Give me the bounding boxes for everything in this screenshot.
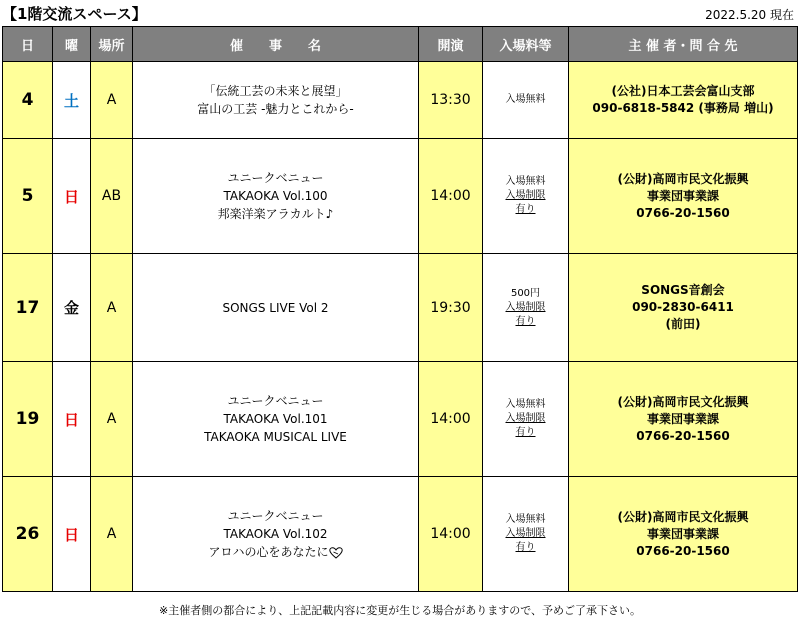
event-cell [133,253,419,362]
fee-line: 入場制限 [505,413,546,425]
table-row [3,62,798,139]
event-line: TAKAOKA MUSICAL LIVE [204,430,347,445]
fee-line: 有り [515,315,536,327]
organizer-line: 0766-20-1560 [636,205,730,220]
organizer-line: (公財)高岡市民文化振興 [617,509,749,524]
place-cell: A [91,477,133,592]
page-title: 【1階交流スペース】 [2,5,147,23]
organizer-cell [569,362,798,477]
place-cell: AB [91,139,133,254]
time-cell: 14:00 [419,362,483,477]
day-cell: 19 [3,362,53,477]
fee-line: 有り [515,542,536,554]
fee-line: 有り [515,204,536,216]
organizer-cell [569,62,798,139]
organizer-line: 事業団事業課 [646,188,719,203]
event-line: 富山の工芸 -魅力とこれから- [197,102,354,117]
fee-line: 入場制限 [505,190,546,202]
event-line: 「伝統工芸の未来と展望」 [203,84,348,99]
table-row [3,477,798,592]
organizer-line: 0766-20-1560 [636,543,730,558]
weekday-cell: 日 [53,362,91,477]
weekday-cell: 日 [53,139,91,254]
place-cell: A [91,253,133,362]
organizer-cell [569,139,798,254]
event-line: TAKAOKA Vol.100 [223,189,328,204]
col-header-time: 開演 [419,27,483,62]
time-cell: 14:00 [419,139,483,254]
fee-line: 入場制限 [505,528,546,540]
footnote: ※主催者側の都合により、上記記載内容に変更が生じる場合がありますので、予めご了承下さい。 [159,604,641,617]
event-line-with-icon [133,543,418,561]
organizer-line: 事業団事業課 [646,526,719,541]
organizer-line: (前田) [665,317,701,332]
organizer-cell [569,253,798,362]
heart-outline-icon [329,547,343,559]
event-cell [133,139,419,254]
event-line: 邦楽洋楽アラカルト♪ [217,207,334,222]
day-cell: 17 [3,253,53,362]
event-line: アロハの心をあなたに [208,545,329,560]
col-header-event: 催 事 名 [133,27,419,62]
day-cell: 26 [3,477,53,592]
event-cell [133,477,419,592]
place-cell: A [91,62,133,139]
table-row [3,253,798,362]
table-row [3,362,798,477]
col-header-fee: 入場料等 [483,27,569,62]
event-cell [133,62,419,139]
fee-cell [483,62,569,139]
time-cell: 19:30 [419,253,483,362]
as-of-date: 2022.5.20 現在 [705,8,794,22]
event-line: ユニークベニュー [227,171,324,186]
fee-line: 入場無料 [505,94,546,106]
table-row [3,139,798,254]
day-cell: 5 [3,139,53,254]
schedule-table [2,26,798,592]
organizer-line: 0766-20-1560 [636,428,730,443]
event-line: TAKAOKA Vol.102 [223,527,328,542]
time-cell: 13:30 [419,62,483,139]
organizer-line: 090-2830-6411 [632,300,734,315]
event-line: SONGS LIVE Vol 2 [222,300,329,315]
fee-cell [483,362,569,477]
day-cell: 4 [3,62,53,139]
weekday-cell: 土 [53,62,91,139]
fee-cell [483,253,569,362]
fee-cell [483,139,569,254]
fee-line: 有り [515,427,536,439]
col-header-weekday: 曜 [53,27,91,62]
fee-cell [483,477,569,592]
header-row [3,27,798,62]
organizer-line: 090-6818-5842 (事務局 増山) [592,101,774,116]
col-header-organizer: 主 催 者・問 合 先 [569,27,798,62]
event-cell [133,362,419,477]
col-header-day: 日 [3,27,53,62]
col-header-place: 場所 [91,27,133,62]
time-cell: 14:00 [419,477,483,592]
organizer-cell [569,477,798,592]
fee-line: 入場無料 [505,176,546,188]
fee-line: 入場無料 [505,514,546,526]
fee-line: 500円 [510,287,541,299]
fee-line: 入場制限 [505,301,546,313]
organizer-line: 事業団事業課 [646,411,719,426]
event-line: TAKAOKA Vol.101 [223,412,328,427]
organizer-line: (公財)高岡市民文化振興 [617,171,749,186]
weekday-cell: 金 [53,253,91,362]
organizer-line: (公社)日本工芸会富山支部 [611,84,755,99]
weekday-cell: 日 [53,477,91,592]
event-line: ユニークベニュー [227,509,324,524]
organizer-line: SONGS音創会 [641,283,725,298]
event-line: ユニークベニュー [227,394,324,409]
place-cell: A [91,362,133,477]
organizer-line: (公財)高岡市民文化振興 [617,394,749,409]
fee-line: 入場無料 [505,399,546,411]
